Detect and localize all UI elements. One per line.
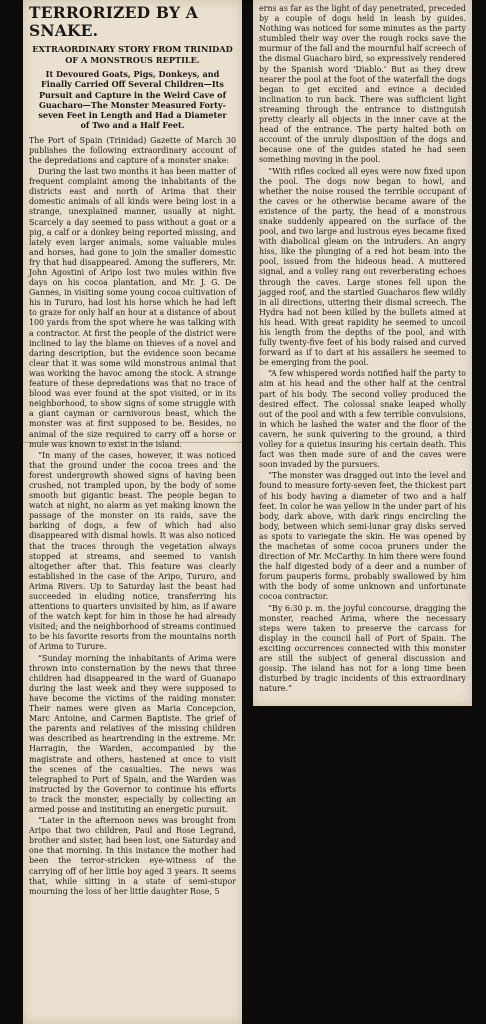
left-column-content	[23, 0, 242, 897]
clipping-right-column	[253, 0, 472, 706]
paper-fold-line	[23, 442, 242, 443]
paragraph-traces: “In many of the cases, however, it was noticed that the ground under the cocoa trees and the forest undergrowth showed signs of having been crushed, not trampled upon, by the body of some smooth but gigantic beast. The people began to watch at night, no alarm as yet making known the passage of the monster on its raids, save the barking of dogs, a few of which had also disappeared with dismal howls. It was also noticed that the traces through the vegetation always stopped at streams, and seemed to vanish altogether after that. This feature was clearly established in the case of the Aripo, Tururo, and Arima Rivers. Up to Saturday last the beast had succeeded in eluding notice, transferring his attentions to quarters unvisited by him, as if aware of the watch kept for him in those he had already visited; and the neighborhood of streams continued to be his favorite resorts from the mountains north of Arima to Turure.	[29, 450, 236, 652]
article-deck: It Devoured Goats, Pigs, Donkeys, and Finally Carried Off Several Children—Its Pursuit and Capture in the Weird Cave of Guacharo—The Monster Measured Forty-seven Feet in Length and Had a Diameter of Two and a Half Feet.	[38, 69, 227, 131]
right-column-content	[253, 0, 472, 694]
paragraph-intro: The Port of Spain (Trinidad) Gazette of March 30 publishes the following extraordinary account of the depredations and capture of a monster snake:	[29, 135, 236, 165]
paragraph-legrand: “Later in the afternoon news was brought from Aripo that two children, Paul and Rose Legrand, brother and sister, had been lost, one Saturday and one that morning. In this instance the mother had been the terror-stricken eye-witness of the carrying off of her little boy aged 3 years. It seems that, while sitting in a state of semi-stupor mourning the loss of her little daughter Rose, 5	[29, 816, 236, 896]
paragraph-children: “Sunday morning the inhabitants of Arima were thrown into consternation by the news that three children had disappeared in the ward of Guanapo during the last week and they were supposed to have become the victims of the raiding monster. Their names were given as Maria Concepcion, Marc Antoine, and Carmen Baptiste. The grief of the parents and relatives of the missing children was described as heartrending in the extreme. Mr. Harragin, the Warden, accompanied by the magistrate and others, hastened at once to visit the scenes of the casualties. The news was telegraphed to Port of Spain, and the Warden was instructed by the Governor to continue his efforts to track the monster, especially by collecting an armed posse and instituting an energetic pursuit.	[29, 653, 236, 814]
paragraph-second-volley: “A few whispered words notified half the party to aim at his head and the other half at the central part of his body. The second volley produced the desired effect. The colossal snake leaped wholly out of the pool and with a few terrible convulsions, in which he lashed the water and the floor of the cavern, he sunk quivering to the ground, a third volley for a quietus insuring his certain death. This fact was then made sure of and the caves were soon invaded by the pursuers.	[259, 369, 466, 470]
paragraph-measurements: “The monster was dragged out into the level and found to measure forty-seven feet, the thickest part of his body having a diameter of two and a half feet. In color he was yellow in the under part of his body, dark above, with dark rings encircling the body, between which semi-lunar gray disks served as spots to variegate the skin. He was opened by the machetas of some cocoa pruners under the direction of Mr. McCarthy. In him there were found the half digested body of a deer and a number of forum pauperis forms, probably swallowed by him with the body of some unknown and unfortunate cocoa contractor.	[259, 471, 466, 602]
paragraph-cave-entry: erns as far as the light of day penetrated, preceded by a couple of dogs held in leash by guides. Nothing was noticed for some minutes as the party stumbled their way over the rough rocks save the murmur of the fall and the mournful half screech of the dismal Guacharo bird, so expressively rendered by the Spanish word ‘Diablo.’ But as they drew nearer the pool at the foot of the waterfall the dogs began to get excited and evince a decided inclination to run back. There was sufficient light streaming through the entrance to distinguish pretty clearly all objects in the inner cave at the head of the entrance. The party halted both on account of the unruly disposition of the dogs and because one of the guides stated he had seen something moving in the pool.	[259, 4, 466, 165]
paragraph-conclusion: “By 6:30 p. m. the joyful concourse, dragging the monster, reached Arima, where the necessary steps were taken to preserve the carcass for display in the council hall of Port of Spain. The exciting occurrences connected with this monster are still the subject of general discussion and gossip. The island has not for a long time been disturbed by tragic incidents of this extraordinary nature.”	[259, 603, 466, 694]
article-headline: TERRORIZED BY A SNAKE.	[29, 3, 199, 40]
paragraph-snake-appears: “With rifles cocked all eyes were now fixed upon the pool. The dogs now began to howl, and whether the noise roused the terrible occupant of the caves or he otherwise became aware of the existence of the party, the head of a monstrous snake suddenly appeared on the surface of the pool, and two large and lustrous eyes became fixed with diabolical gleam on the intruders. An angry hiss, like the plunging of a red hot beam into the pool, issued from the hideous head. A muttered signal, and a volley rang out reverberating echoes through the caves. Large stones fell upon the jagged roof, and the startled Guacharos flew wildly in all directions, uttering their dismal screech. The Hydra had not been killed by the bullets aimed at his head. With great rapidity he seemed to uncoil his length from the depths of the pool, and with fully twenty-five feet of his body raised and curved forward as if to dart at his assailers he seemed to be emerging from the pool.	[259, 166, 466, 368]
article-subhead: EXTRAORDINARY STORY FROM TRINIDAD OF A MONSTROUS REPTILE.	[32, 44, 233, 65]
clipping-left-column	[23, 0, 242, 1024]
paragraph-complaints: During the last two months it has been matter of frequent complaint among the inhabitants of the districts east and north of Arima that their domestic animals of all kinds were being lost in a strange, unexplained manner, usually at night. Scarcely a day seemed to pass without a goat or a pig, a calf or a donkey being reported missing, and lately even larger animals, some valuable mules and horses, had gone to join the smaller domestic fry that had disappeared. Among the sufferers, Mr. John Agostini of Aripo lost two mules within five days on his cocoa plantation, and Mr. J. G. De Gannes, in visiting some young cocoa cultivation of his in Tururo, had lost his horse which he had left to graze for only half an hour at a distance of about 100 yards from the spot where he was talking with a contractor. At first the people of the district were inclined to lay the blame on thieves of a novel and daring description, but the evidence soon became clear that it was some wild monstrous animal that was working the havoc among the stock. A strange feature of these depredations was that no trace of blood was ever found at the spot visited, or in its neighborhood, to show signs of some struggle with a giant cayman or carnivorous beast, which the monster was at first supposed to be. Besides, no animal of the size required to carry off a horse or mule was known to exist in the island.	[29, 167, 236, 449]
